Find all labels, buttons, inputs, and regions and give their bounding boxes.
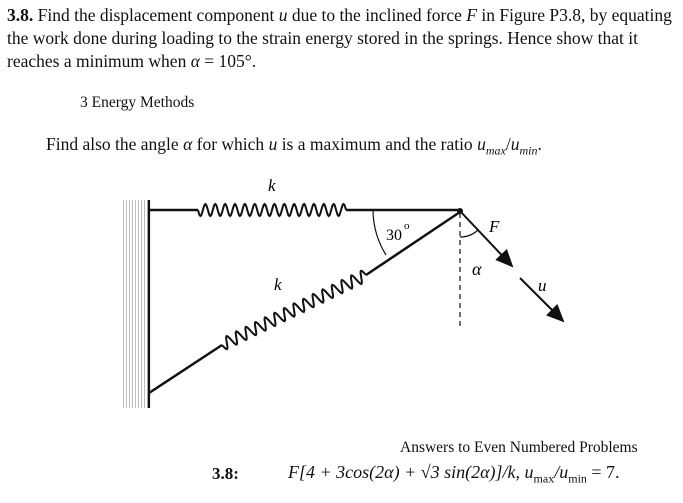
find-text-4: . (537, 134, 542, 154)
answer-min-sub: min (568, 471, 587, 486)
alpha-label: α (472, 259, 482, 279)
problem-text-4: = 105°. (199, 51, 257, 71)
answer-number: 3.8: (212, 464, 239, 483)
problem-text-1: Find the displacement component (33, 5, 279, 25)
find-umax: u (477, 134, 486, 154)
answer-formula (288, 462, 620, 487)
find-alpha: α (183, 134, 193, 154)
answer-expression: F[4 + 3cos(2α) + √3 sin(2α)]/k, u (288, 462, 534, 482)
diag-spring-lead-lower (149, 345, 222, 393)
var-F: F (466, 5, 477, 25)
disp-u-label: u (538, 276, 547, 295)
angle-degree-mark: o (404, 220, 410, 232)
answers-header: Answers to Even Numbered Problems (400, 439, 638, 456)
spring-diag-k-label: k (274, 275, 282, 294)
find-min-sub: min (519, 143, 538, 158)
spring-top-k-label: k (268, 176, 276, 195)
alpha-arc (460, 230, 478, 237)
top-spring-coil (198, 204, 346, 216)
force-F-label: F (489, 217, 500, 236)
problem-text-2: due to the inclined force (287, 5, 467, 25)
var-alpha: α (190, 51, 200, 71)
diag-spring-coil (222, 271, 366, 349)
find-u: u (268, 134, 278, 154)
answer-slash-u: /u (554, 462, 569, 482)
problem-number: 3.8. (7, 5, 34, 25)
answer-tail: = 7. (586, 462, 620, 482)
section-header: 3 Energy Methods (80, 94, 195, 111)
angle-30-label: 30 (386, 227, 402, 244)
find-text-2: for which (192, 134, 269, 154)
problem-text-3: in Figure P3.8, by equating the work done during loading to the strain energy stored in the springs. Hence show that it reaches a minimum when (7, 5, 672, 71)
find-text-1: Find also the angle (46, 134, 184, 154)
var-u: u (278, 5, 288, 25)
find-text-3: is a maximum and the ratio (277, 134, 478, 154)
force-arrow (460, 211, 512, 266)
find-slash: / (505, 134, 511, 154)
answer-max-sub: max (533, 471, 555, 486)
find-max-sub: max (485, 143, 506, 158)
wall-hatch (122, 200, 149, 408)
angle-arc (373, 210, 386, 255)
find-umin: u (510, 134, 520, 154)
